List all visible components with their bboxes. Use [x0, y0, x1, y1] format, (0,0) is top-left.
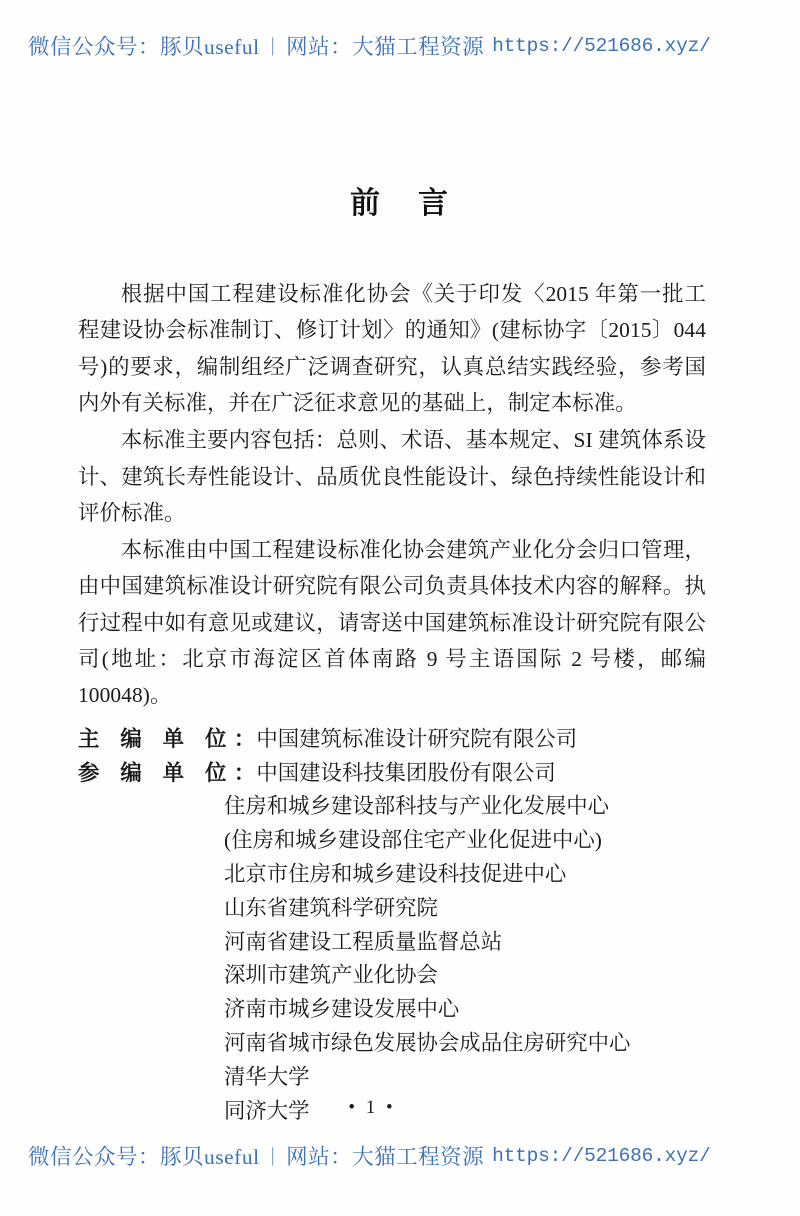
member-units-value: 中国建设科技集团股份有限公司: [256, 760, 556, 785]
watermark-site-name: 大猫工程资源: [352, 35, 485, 59]
page-title: [0, 178, 800, 222]
paragraph-2: 本标准主要内容包括：总则、术语、基本规定、SI 建筑体系设计、建筑长寿性能设计、品质优良性能设计、绿色持续性能设计和评价标准。: [78, 428, 706, 525]
page-number: • 1 •: [348, 1097, 396, 1118]
document-body: [78, 276, 706, 1128]
member-unit-item: 住房和城乡建设部科技与产业化发展中心: [224, 794, 610, 819]
member-unit-item: 河南省城市绿色发展协会成品住房研究中心: [224, 1031, 631, 1056]
watermark-separator: |: [270, 1144, 276, 1166]
paragraph-3: 本标准由中国工程建设标准化协会建筑产业化分会归口管理，由中国建筑标准设计研究院有限公司负责具体技术内容的解释。执行过程中如有意见或建议，请寄送中国建筑标准设计研究院有限公司(地址：北京市海淀区首体南路 9 号主语国际 2 号楼，邮编 100048)。: [78, 537, 706, 708]
member-unit-item: 深圳市建筑产业化协会: [224, 963, 438, 988]
paragraph-1: 根据中国工程建设标准化协会《关于印发〈2015 年第一批工程建设协会标准制订、修订计划〉的通知》(建标协字〔2015〕044 号)的要求，编制组经广泛调查研究，认真总结实践经验，参考国内外有关标准，并在广泛征求意见的基础上，制定本标准。: [78, 282, 706, 416]
chief-editor-unit-label: 主 编 单 位: [78, 726, 234, 751]
watermark-site-label: 网站：: [286, 1145, 353, 1169]
watermark-top: [0, 30, 800, 61]
watermark-wechat-label: 微信公众号：: [28, 1145, 161, 1169]
member-unit-item: 北京市住房和城乡建设科技促进中心: [224, 862, 567, 887]
chief-editor-unit-colon: ：: [233, 726, 256, 751]
member-unit-item: 河南省建设工程质量监督总站: [224, 929, 503, 954]
contributing-units: [78, 723, 706, 1129]
watermark-wechat-name: 豚贝useful: [160, 35, 260, 59]
watermark-site-label: 网站：: [286, 35, 353, 59]
watermark-bottom: [0, 1140, 800, 1171]
member-unit-item: 同济大学: [224, 1098, 310, 1123]
watermark-separator: |: [270, 34, 276, 56]
member-units-row: [78, 757, 706, 791]
page-title-left: 前: [350, 187, 382, 220]
watermark-site-name: 大猫工程资源: [352, 1145, 485, 1169]
member-unit-item: 山东省建筑科学研究院: [224, 895, 438, 920]
watermark-wechat-label: 微信公众号：: [28, 35, 161, 59]
member-unit-item: 济南市城乡建设发展中心: [224, 997, 460, 1022]
member-unit-item: (住房和城乡建设部住宅产业化促进中心): [224, 828, 602, 853]
member-units-colon: ：: [233, 760, 256, 785]
chief-editor-unit-value: 中国建筑标准设计研究院有限公司: [256, 726, 578, 751]
member-units-label: 参 编 单 位: [78, 760, 234, 785]
page-title-right: 言: [418, 187, 450, 220]
member-unit-item: 清华大学: [224, 1064, 310, 1089]
watermark-wechat-name: 豚贝useful: [160, 1145, 260, 1169]
watermark-site-url: https://521686.xyz/: [492, 34, 711, 57]
chief-editor-unit-row: [78, 723, 706, 757]
watermark-site-url: https://521686.xyz/: [492, 1144, 711, 1167]
